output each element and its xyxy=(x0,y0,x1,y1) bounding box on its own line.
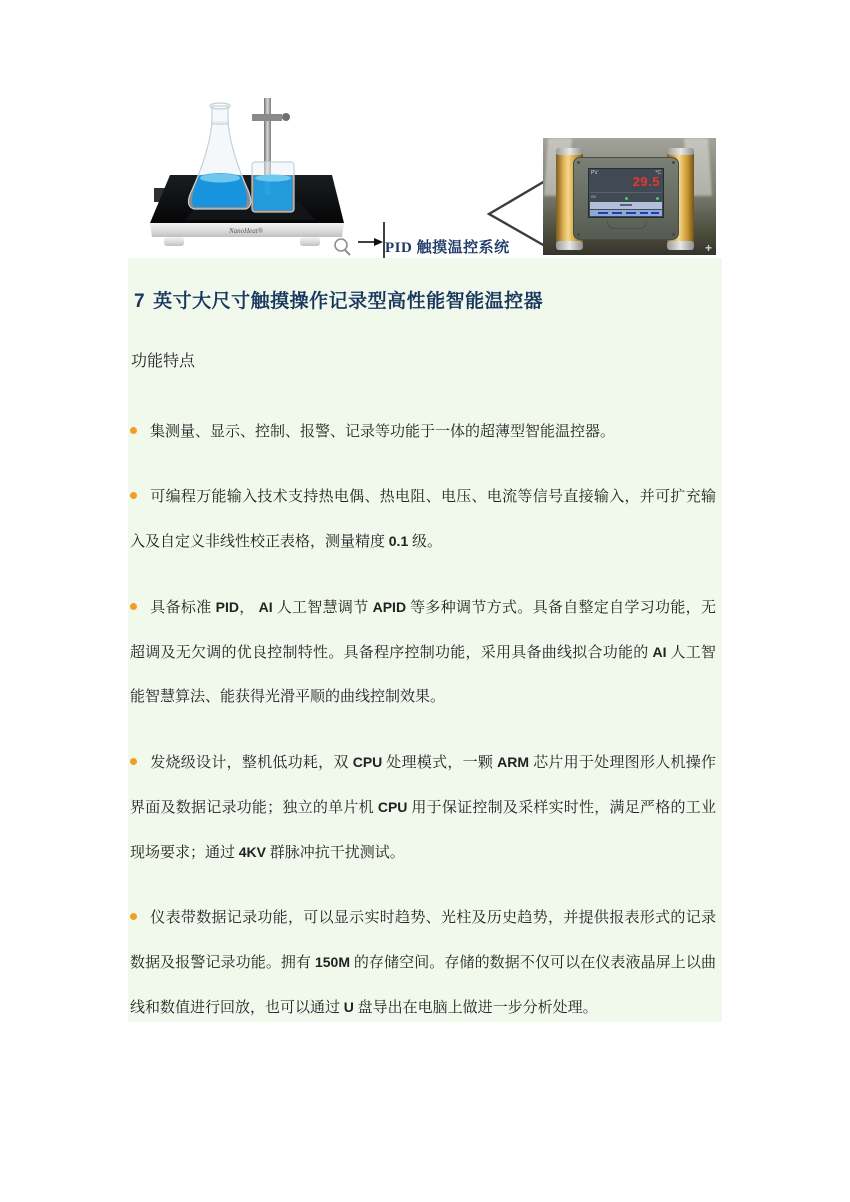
feature-text-segment: 发烧级设计，整机低功耗，双 xyxy=(150,755,353,771)
feature-text-segment: 具备标准 xyxy=(150,600,216,616)
feature-item xyxy=(130,410,716,454)
status-led xyxy=(656,197,659,200)
hotplate-foot xyxy=(300,237,320,246)
feature-text-segment: 150M xyxy=(314,954,350,970)
magnifier-icon[interactable] xyxy=(335,239,350,255)
sv-label: SV xyxy=(591,194,597,199)
feature-text-segment: 人工智慧调节 xyxy=(272,600,373,616)
pv-label: PV xyxy=(591,170,598,176)
content-panel xyxy=(128,258,722,1022)
feature-text-segment: 仪表带数据记录功能，可以显示实时趋势、光柱及历史趋势，并提供报表形式的记录数据及报警记录功能。拥有 xyxy=(130,910,716,971)
feature-text-segment: 群脉冲抗干扰测试。 xyxy=(266,845,405,861)
feature-text-segment: 级。 xyxy=(408,534,442,550)
bullet-icon xyxy=(130,492,137,499)
feature-text-segment: 用于保证控制及采样实时性，满足严格的工业现场要求；通过 xyxy=(130,800,716,861)
feature-text-segment: 集测量、显示、控制、报警、记录等功能于一体的超薄型智能温控器。 xyxy=(150,424,616,440)
feature-text-segment: AI xyxy=(652,644,667,660)
feature-text-segment: 人工智能智慧算法、能获得光滑平顺的曲线控制效果。 xyxy=(130,645,716,705)
feature-text-segment: 等多种调节方式。具备自整定自学习功能，无超调及无欠调的优良控制特性。具备程序控制功能，采用具备曲线拟合功能的 xyxy=(130,600,716,661)
feature-text-segment: ARM xyxy=(497,754,530,770)
feature-text-segment: 的存储空间。存储的数据不仅可以在仪表液晶屏上以曲线和数值进行回放，也可以通过 xyxy=(130,955,716,1016)
feature-text-segment: APID xyxy=(372,599,407,615)
title-number: 7 xyxy=(134,291,146,312)
page-title xyxy=(134,287,716,317)
feature-text-segment: 盘导出在电脑上做进一步分析处理。 xyxy=(353,1000,598,1016)
feature-list xyxy=(130,410,716,1030)
divider xyxy=(590,192,662,193)
bullet-icon xyxy=(130,603,137,610)
bullet-icon xyxy=(130,758,137,765)
feature-text-segment: 可编程万能输入技术支持热电偶、热电阻、电压、电流等信号直接输入，并可扩充输入及自定义非线性校正表格，测量精度 xyxy=(130,489,716,550)
screen-menu-bar[interactable] xyxy=(590,210,662,216)
section-subheading: 功能特点 xyxy=(131,353,196,370)
feature-text-segment: 芯片用于处理图形人机操作界面及数据记录功能；独立的单片机 xyxy=(130,755,716,816)
touch-screen[interactable] xyxy=(588,168,664,218)
controller-body xyxy=(573,157,679,240)
feature-item xyxy=(130,475,716,564)
feature-item xyxy=(130,585,716,719)
photo-caption: PID 触摸温控系统 xyxy=(385,240,510,256)
chevron-left-icon xyxy=(483,176,549,251)
feature-text-segment: U xyxy=(343,999,354,1015)
feature-item xyxy=(130,740,716,875)
erlenmeyer-flask xyxy=(188,103,250,209)
feature-text-segment: CPU xyxy=(377,799,408,815)
feature-text-segment: ， xyxy=(238,600,259,616)
hotplate-photo xyxy=(140,92,352,258)
hotplate-foot xyxy=(164,237,184,246)
status-bar xyxy=(590,202,662,209)
callout-arrow-icon xyxy=(355,218,389,262)
feature-text-segment: 4KV xyxy=(238,844,266,860)
bullet-icon xyxy=(130,913,137,920)
feature-text-segment: 0.1 xyxy=(388,533,409,549)
feature-text-segment: 处理模式，一颗 xyxy=(382,755,498,771)
feature-text-segment: CPU xyxy=(352,754,383,770)
plus-icon[interactable]: + xyxy=(704,241,712,255)
hotplate-brand-label: NanoHeat® xyxy=(228,227,264,235)
feature-item xyxy=(130,896,716,1030)
controller-photo xyxy=(543,138,716,255)
beaker xyxy=(252,162,294,212)
status-led xyxy=(625,197,628,200)
bullet-icon xyxy=(130,427,137,434)
title-text: 英寸大尺寸触摸操作记录型高性能智能温控器 xyxy=(153,291,544,312)
clamp-knob xyxy=(282,113,290,121)
unit-label: °C xyxy=(655,170,661,176)
hotplate xyxy=(150,175,344,246)
handle-notch xyxy=(607,221,647,229)
pv-value: 29.5 xyxy=(632,174,660,189)
feature-text-segment: PID xyxy=(215,599,239,615)
feature-text-segment: AI xyxy=(258,599,273,615)
